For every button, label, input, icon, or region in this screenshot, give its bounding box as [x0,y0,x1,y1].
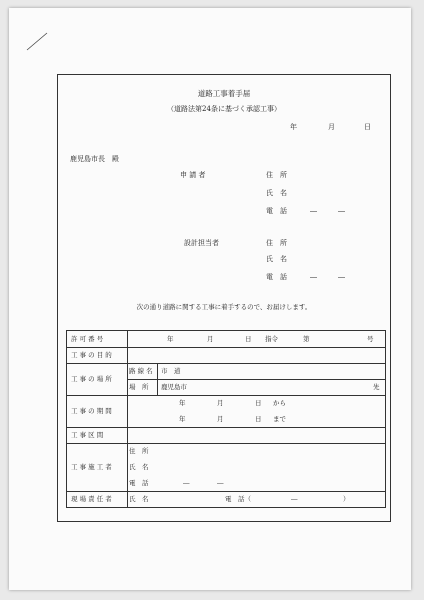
period-label: 工 事 の 期 間 [71,407,112,415]
form-subtitle: （道路法第24条に基づく承認工事） [167,105,281,113]
contractor-phone-dash-2: ― [217,479,224,487]
date-month: 月 [328,123,335,131]
applicant-role: 申 請 者 [180,171,206,179]
supervisor-phone-dash: ― [291,495,298,503]
applicant-phone-label: 電 話 [266,207,287,215]
place-suffix: 先 [373,383,380,391]
period-from: から [273,399,286,407]
permit-year: 年 [167,335,174,343]
document-page [9,8,411,590]
section-label: 工 事 区 間 [71,431,104,439]
designer-address-label: 住 所 [266,239,287,247]
row-divider [67,427,385,428]
permit-go: 号 [367,335,374,343]
purpose-label: 工 事 の 目 的 [71,351,112,359]
notice-text: 次の通り道路に関する工事に着手するので、お届けします。 [136,303,312,311]
row-divider [67,363,385,364]
addressee: 鹿児島市長 殿 [70,155,119,163]
route-name-value: 市 道 [161,367,181,375]
designer-name-label: 氏 名 [266,255,287,263]
designer-phone-label: 電 話 [266,273,287,281]
period-end-month: 月 [217,415,224,423]
period-start-year: 年 [179,399,186,407]
designer-role: 設計担当者 [184,239,219,247]
row-divider [67,347,385,348]
location-label: 工 事 の 場 所 [71,375,112,383]
route-name-label: 路 線 名 [129,367,153,375]
date-year: 年 [290,123,297,131]
permit-day: 日 [245,335,252,343]
construction-start-form [57,74,391,522]
supervisor-label: 現 場 責 任 者 [71,495,112,503]
row-divider [67,491,385,492]
permit-directive: 指令 [265,335,278,343]
period-start-day: 日 [255,399,262,407]
applicant-phone-dash-1: ― [310,207,317,215]
period-to: まで [273,415,286,423]
form-title: 道路工事着手届 [197,89,251,98]
column-divider [157,363,158,395]
details-table [66,330,386,508]
period-end-day: 日 [255,415,262,423]
applicant-phone-dash-2: ― [338,207,345,215]
row-divider [127,379,385,380]
contractor-name-label: 氏 名 [129,463,149,471]
designer-phone-dash-2: ― [338,273,345,281]
date-day: 日 [364,123,371,131]
permit-month: 月 [207,335,214,343]
contractor-address-label: 住 所 [129,447,149,455]
applicant-name-label: 氏 名 [266,189,287,197]
place-label: 場 所 [129,383,149,391]
supervisor-name-label: 氏 名 [129,495,149,503]
permit-dai: 第 [303,335,310,343]
period-start-month: 月 [217,399,224,407]
pen-stroke-mark [25,30,53,52]
contractor-phone-label: 電 話 [129,479,149,487]
column-divider [127,331,128,508]
place-value: 鹿児島市 [161,383,187,391]
supervisor-phone-label: 電 話（ [225,495,251,503]
row-divider [67,443,385,444]
permit-number-label: 許 可 番 号 [71,335,104,343]
supervisor-phone-close: ） [343,495,350,503]
applicant-address-label: 住 所 [266,171,287,179]
contractor-phone-dash-1: ― [183,479,190,487]
contractor-label: 工 事 施 工 者 [71,463,112,471]
designer-phone-dash-1: ― [310,273,317,281]
period-end-year: 年 [179,415,186,423]
row-divider [67,395,385,396]
